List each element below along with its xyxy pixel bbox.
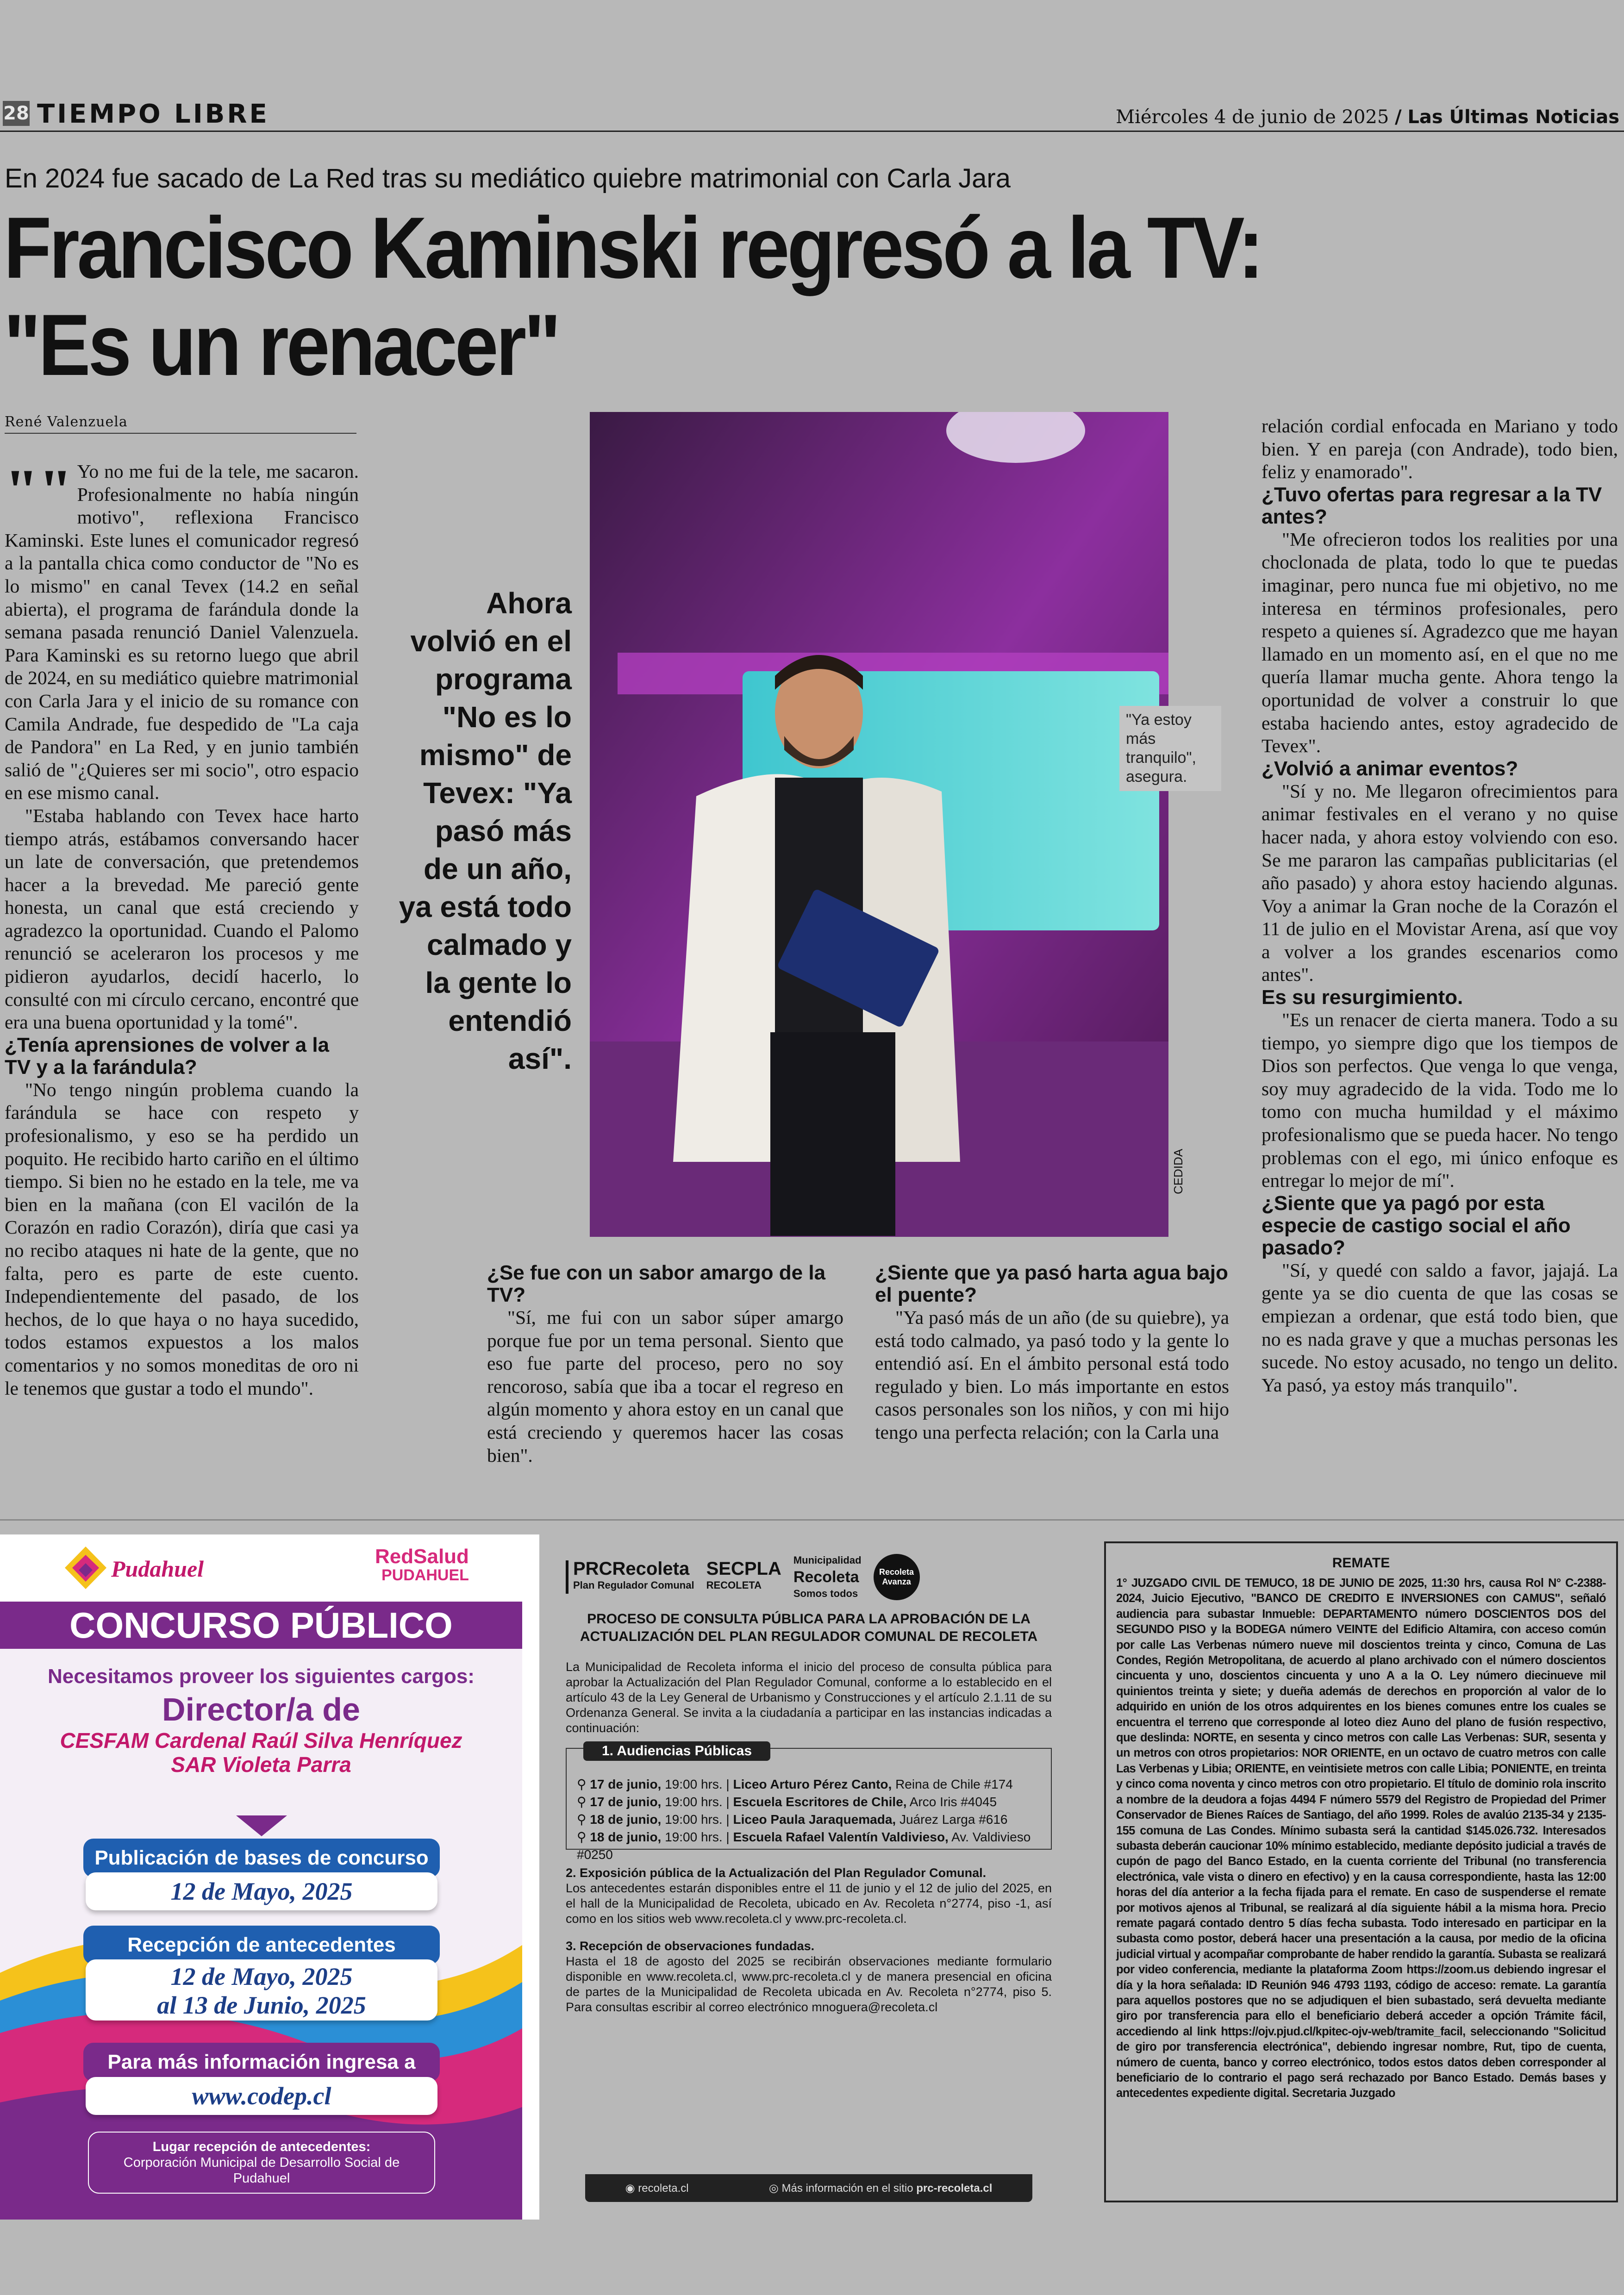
observations-section [566,1939,1052,2015]
prc-logo [566,1560,694,1594]
contest-banner: CONCURSO PÚBLICO [0,1602,522,1649]
body-paragraph: "Sí, me fui con un sabor súper amargo porque fue por un tema personal. Siento que eso fue parte del proceso, pero no soy rencoroso, sabía que iba a tocar el regreso en algún momento y ahora estoy en un canal que está creciendo y queremos hacer las cosas bien". [487,1307,843,1466]
reception-date-end: al 13 de Junio, 2025 [157,1991,366,2019]
dateline [1116,106,1619,128]
hearing-date: 18 de junio, [590,1812,662,1827]
hearings-box [566,1743,1052,1862]
body-paragraph: "Sí y no. Me llegaron ofrecimientos para animar festivales en el verano y no quise hacer nada, y ahora estoy volviendo con eso. Se me pararon las campañas publicitarias (el año pasado) y ahora estoy haciendo algunas. Voy a animar la Gran noche de la Corazón el 11 de julio en el Movistar Arena, así que voy a volver a los grandes escenarios como antes". [1262,780,1618,985]
reception-place [88,2132,435,2194]
footer-web-left[interactable]: ◉ recoleta.cl [625,2182,689,2195]
prc-logo-text: PRCRecoleta [573,1559,690,1579]
hearing-venue: Liceo Paula Jaraquemada, [733,1812,896,1827]
article-column-3 [487,1262,843,1475]
body-paragraph: relación cordial enfocada en Mariano y todo bien. Y en pareja (con Andrade), todo bien, feliz y enamorado". [1262,415,1618,483]
hearing-address: Av. Valdivieso #0250 [577,1830,1031,1862]
photo-illustration [590,412,1168,1237]
page-number: 28 [3,101,30,126]
info-pill: Para más información ingresa a [83,2043,440,2082]
hearings-title: 1. Audiencias Públicas [583,1741,770,1761]
hearing-venue: Escuela Escritores de Chile, [733,1795,907,1809]
remate-notice [1104,1541,1618,2202]
body-paragraph: "Me ofrecieron todos los realities por una choclonada de plata, todo lo que te puedas imaginar, pero nunca fue mi objetivo, no me interesa en términos profesionales, pero respeto a quienes sí. Agradezco que me hayan llamado en un momento así, en el que no me quería llamar mucha gente. Ahora tengo la oportunidad de volver a construir lo que estaba haciendo antes, estoy agradecido de Tevex". [1262,528,1618,757]
body-paragraph: "Es un renacer de cierta manera. Todo a su tiempo, yo siempre digo que los tiempos de Dios son perfectos. Que venga lo que venga, soy muy agradecido de la vida. Todo me lo tomo con mucha humildad y el máximo profesionalismo que se pueda hacer. No tengo problemas con el ego, mi único enfoque es entregar lo mejor de mí". [1262,1009,1618,1191]
issue-date: Miércoles 4 de junio de 2025 [1116,106,1389,128]
secpla-logo [706,1560,781,1594]
body-paragraph: "Ya pasó más de un año (de su quiebre), ya está todo calmado, ya pasó todo y la gente lo entendió así. En el ámbito personal está todo regulado y bien. Lo más importante en estos casos personales son los niños, y con mi hijo tengo una perfecta relación; con la Carla una [875,1307,1229,1443]
hearing-time: 19:00 hrs. [665,1830,723,1844]
article-column-5 [1262,415,1618,1479]
question-subhead: ¿Siente que ya pasó harta agua bajo el puente? [875,1262,1228,1306]
headline-line-1: Francisco Kaminski regresó a la TV: [4,199,1262,296]
hearing-time: 19:00 hrs. [665,1777,723,1791]
redsalud-sub: PUDAHUEL [381,1566,469,1584]
municipal-logo-text: Recoleta [793,1568,859,1586]
recoleta-logos [566,1554,1052,1600]
reception-place-name: Corporación Municipal de Desarrollo Social de Pudahuel [123,2155,400,2186]
municipal-logo-sub: Somos todos [793,1588,858,1599]
article-column-1 [5,460,359,1474]
reception-pill: Recepción de antecedentes [83,1926,440,1964]
location-pin-icon: ⚲ [577,1795,587,1809]
article-column-4 [875,1262,1229,1475]
remate-title: REMATE [1332,1555,1390,1571]
body-paragraph: Yo no me fui de la tele, me sacaron. Profesionalmente no había ningún motivo", reflexiona Francisco Kaminski. Este lunes el comunicador regresó a la pantalla chica como conductor de "No es lo mismo" en canal Tevex (14.2 en señal abierta), el programa de farándula donde la semana pasada renunció Daniel Valenzuela. Para Kaminski es su retorno luego que abril de 2024, en su mediático quiebre matrimonial con Carla Jara y el inicio de su romance con Camila Andrade, fue despedido de "La caja de Pandora" en La Red, y en junio también salió de "¿Quieres ser mi socio", otro espacio en ese mismo canal. [5,461,359,804]
question-subhead: ¿Se fue con un sabor amargo de la TV? [487,1262,826,1306]
hearing-row: ⚲ 17 de junio, 19:00 hrs. | Liceo Arturo Pérez Canto, Reina de Chile #174 [577,1777,1013,1791]
reception-dates [86,1959,437,2021]
question-subhead: Es su resurgimiento. [1262,986,1463,1009]
observations-title: 3. Recepción de observaciones fundadas. [566,1939,815,1953]
pudahuel-brand: Pudahuel [111,1556,204,1582]
pull-quote: Ahora volvió en el programa "No es lo mismo" de Tevex: "Ya pasó más de un año, ya está todo calmado y la gente lo entendió así". [399,586,572,1075]
byline: René Valenzuela [5,414,356,434]
notice-intro: La Municipalidad de Recoleta informa el inicio del proceso de consulta pública para aprobar la Actualización del Plan Regulador Comunal, conforme a lo establecido en el artículo 43 de la Ley General de Urbanismo y Construcciones y el artículo 2.1.11 de su Ordenanza General. Se invita a la ciudadanía a participar en las instancias indicadas a continuación: [566,1660,1052,1735]
hearing-date: 17 de junio, [590,1777,662,1791]
ad-place-2: SAR Violeta Parra [171,1752,351,1777]
footer-web-left-text: recoleta.cl [638,2182,689,2195]
reception-date-start: 12 de Mayo, 2025 [170,1963,353,1990]
body-paragraph: "No tengo ningún problema cuando la farándula se hace con respeto y profesionalismo, y eso se ha perdido un poquito. He recibido harto cariño en el último tiempo. Si bien no he estado en la tele, me va bien en la mañana (con El vacilón de la Corazón en radio Corazón), diría que casi ya no recibo ataques ni hate de la gente, que no falta, pero es parte de este cuento. Independientemente del pasado, de los hechos, de lo que haya o no haya sucedido, todos estamos expuestos a los malos comentarios y no somos moneditas de oro ni le tenemos que gustar a todo el mundo". [5,1079,359,1399]
ad-place-1: CESFAM Cardenal Raúl Silva Henríquez [60,1728,462,1752]
question-subhead: ¿Siente que ya pagó por esta especie de castigo social el año pasado? [1262,1191,1571,1259]
hearing-date: 18 de junio, [590,1830,662,1844]
body-paragraph: "Estaba hablando con Tevex hace harto tiempo atrás, estábamos conversando hacer un late de conversación, que pretendemos hacer a la brevedad. Me pareció gente honesta, un canal que está creciendo y agradezco la oportunidad. Cuando el Palomo renunció se aceleraron los procesos y me pidieron ayudarlos, decidí hacerlo, lo consulté con mi círculo cercano, encontré que era una buena oportunidad y la tomé". [5,804,359,1033]
remate-body: 1° JUZGADO CIVIL DE TEMUCO, 18 DE JUNIO DE 2025, 11:30 hrs, causa Rol N° C-2388-2024, Juicio Ejecutivo, "BANCO DE CREDITO E INVERSIONES con CAMUS", señaló audiencia para subastar Inmueble: DEPARTAMENTO número DOSCIENTOS DOS del SEGUNDO PISO y la BODEGA número VEINTE del Edificio Altamira, con acceso común por calle Las Verbenas número nueve mil doscientos treinta y cinco, Comuna de Las Condes, Región Metropolitana, de acuerdo al plano archivado con el número doscientos cincuenta y uno, doscientos cincuenta y uno A a la O. Ley número diecinueve mil quinientos treinta y siete; y dueña además de derechos en proporción al valor de lo adquirido en unión de los otros adquirentes en los bienes comunes entre los cuales se encuentra el terreno que corresponde al loteo diez Auno del plano de fusión respectivo, que deslinda: NORTE, en sesenta y cinco metros con calle Las Verbenas: SUR, sesenta y un metros con otros propietarios: NOR ORIENTE, en un octavo de cuatro metros con calle Las Verbenas y Libia; ORIENTE, en veintisiete metros con calle Libia; PONIENTE, en treinta y cinco coma noventa y cinco metros con otro propietario. El título de dominio rola inscrito a nombre de la deudora a fojas 4494 F número 5579 del Registro de Propiedad del Primer Conservador de Bienes Raíces de Santiago, del año 1999. Roles de avalúo 2135-34 y 2135-155 comuna de Las Condes. Mínimo subasta será la cantidad $145.026.732. Interesados subasta deberán caucionar 10% mínimo establecido, mediante depósito judicial a través de cupón de pago del Banco Estado, en la cuenta corriente del Tribunal (no transferencia electrónica, vale vista o dinero en efectivo) y en la causa correspondiente, hasta las 12:00 horas del día anterior a la fecha fijada para el remate. En caso de suspenderse el remate por motivos ajenos al Tribunal, se realizará al día siguiente hábil a la misma hora. Precio remate pagará contado dentro 5 días fecha subasta. Todo interesado en participar en la subasta como postor, deberá hacer una presentación a la causa, por medio de la oficina judicial virtual y acompañar comprobante de haber rendido la garantía. Subasta se realizará por video conferencia, mediante la plataforma Zoom https://zoom.us debiendo ingresar el día y la hora señalada: ID Reunión 946 4793 1193, código de acceso: remate. La garantía para aquellos postores que no se adjudiquen el bien subastado, será devuelta mediante giro por transferencia para ello el beneficiario deberá acceder a opción Trámite fácil, accediendo al link https://ojv.pjud.cl/kpitec-ojv-web/tramite_facil, seleccionando "Solicitud de giro por transferencia electrónica", debiendo ingresar nombre, Rut, tipo de cuenta, número de cuenta, banco y correo electrónico, todos estos datos deben corresponder al beneficiario de lo contrario el pago será rechazado por Banco Estado. Demás bases y antecedentes expediente digital. Secretaria Juzgado [1116,1577,1606,2100]
hearing-row: ⚲ 18 de junio, 19:00 hrs. | Escuela Rafael Valentín Valdivieso, Av. Valdivieso #0250 [577,1830,1031,1862]
dateline-separator: / [1395,106,1402,128]
exposition-body: Los antecedentes estarán disponibles entre el 11 de junio y el 12 de julio del 2025, en el hall de la Municipalidad de Recoleta, ubicado en Av. Recoleta n°2774, piso -1, así como en los sitios web www.recoleta.cl y www.prc-recoleta.cl. [566,1881,1052,1926]
location-pin-icon: ⚲ [577,1812,587,1827]
prc-logo-sub: Plan Regulador Comunal [573,1579,694,1591]
hearing-time: 19:00 hrs. [665,1812,723,1827]
hearing-row: ⚲ 18 de junio, 19:00 hrs. | Liceo Paula Jaraquemada, Juárez Larga #616 [577,1812,1008,1827]
headline-line-2: "Es un renacer" [4,296,559,393]
observations-body: Hasta el 18 de agosto del 2025 se recibirán observaciones mediante formulario disponible en www.recoleta.cl, www.prc-recoleta.cl y de manera presencial en oficina de partes de la Municipalidad de Recoleta ubicada en Av. Recoleta n°2774, piso 5. Para consultas escribir al correo electrónico mnoguera@recoleta.cl [566,1954,1052,2014]
footer-web-right-text: prc-recoleta.cl [916,2182,993,2195]
hearing-row: ⚲ 17 de junio, 19:00 hrs. | Escuela Escritores de Chile, Arco Iris #4045 [577,1795,997,1809]
hearing-time: 19:00 hrs. [665,1795,723,1809]
question-subhead: ¿Tenía aprensiones de volver a la TV y a la farándula? [5,1033,330,1079]
ads-divider [0,1519,1624,1521]
newspaper-name: Las Últimas Noticias [1407,106,1619,128]
question-subhead: ¿Tuvo ofertas para regresar a la TV antes? [1262,483,1602,528]
hearing-venue: Liceo Arturo Pérez Canto, [733,1777,892,1791]
secpla-logo-text: SECPLA [706,1559,781,1579]
hearings-list [577,1776,1041,1864]
article-photo [590,412,1168,1237]
ad-role: Director/a de [162,1691,360,1727]
redsalud-name: RedSalud [375,1545,469,1568]
pudahuel-job-ad [0,1534,539,2220]
reception-place-label: Lugar recepción de antecedentes: [152,2139,371,2154]
pudahuel-logo-icon [60,1545,111,1591]
hearing-address: Reina de Chile #174 [895,1777,1013,1791]
hearing-address: Arco Iris #4045 [909,1795,997,1809]
publication-pill: Publicación de bases de concurso [83,1839,440,1877]
article-kicker: En 2024 fue sacado de La Red tras su mediático quiebre matrimonial con Carla Jara [5,163,1011,193]
redsalud-logo [375,1547,469,1584]
hearing-address: Juárez Larga #616 [899,1812,1008,1827]
municipal-logo-small: Municipalidad [793,1554,862,1566]
notice-footer [585,2174,1032,2202]
codep-link[interactable]: www.codep.cl [86,2077,437,2115]
exposition-title: 2. Exposición pública de la Actualización del Plan Regulador Comunal. [566,1866,987,1880]
location-pin-icon: ⚲ [577,1777,587,1791]
exposition-section [566,1865,1052,1927]
photo-credit: CEDIDA [1171,1148,1185,1194]
hearing-date: 17 de junio, [590,1795,662,1809]
question-subhead: ¿Volvió a animar eventos? [1262,757,1518,780]
footer-web-right-pre: Más información en el sitio [781,2182,913,2195]
publication-date: 12 de Mayo, 2025 [86,1872,437,1910]
secpla-logo-sub: RECOLETA [706,1579,762,1591]
article-headline [4,199,1458,393]
recoleta-notice [566,1554,1052,2202]
photo-caption: "Ya estoy más tranquilo", asegura. [1119,706,1221,791]
hearing-venue: Escuela Rafael Valentín Valdivieso, [733,1830,949,1844]
municipal-logo [793,1552,862,1602]
notice-heading: PROCESO DE CONSULTA PÚBLICA PARA LA APROBACIÓN DE LA ACTUALIZACIÓN DEL PLAN REGULADOR COMUNAL DE RECOLETA [580,1611,1038,1644]
section-title: TIEMPO LIBRE [37,99,269,129]
body-paragraph: "Sí, y quedé con saldo a favor, jajajá. La gente ya se dio cuenta de que las cosas se empiezan a ordenar, que está todo bien, que no es nada grave y que a muchas personas les sucede. No estoy acusado, no tengo un delito. Ya pasó, ya estoy más tranquilo". [1262,1259,1618,1396]
footer-web-right[interactable]: ◎ Más información en el sitio prc-recoleta.cl [768,2182,993,2195]
header-rule [0,131,1624,132]
opening-quote-mark: "" [5,460,73,524]
location-pin-icon: ⚲ [577,1830,587,1844]
ad-lead: Necesitamos proveer los siguientes cargos: [48,1665,475,1688]
recoleta-avanza-badge: Recoleta Avanza [874,1554,920,1600]
